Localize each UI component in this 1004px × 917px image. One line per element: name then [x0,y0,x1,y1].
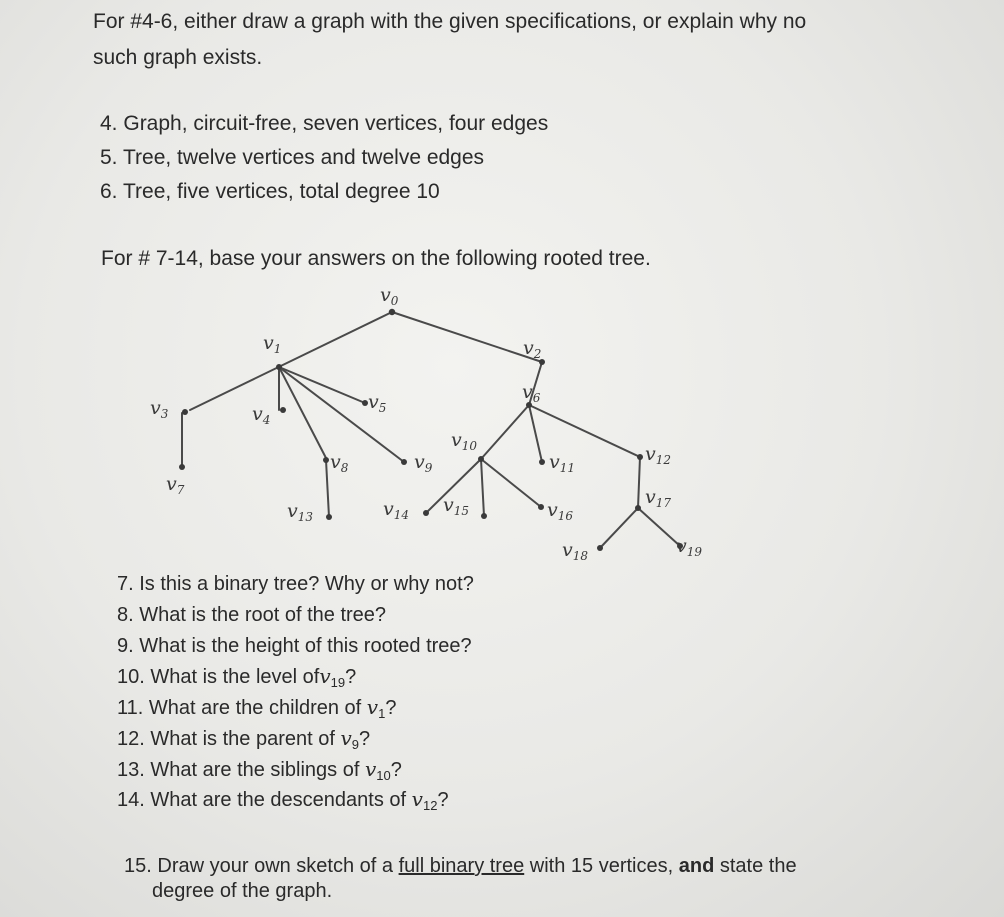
label-v4: $v_4$ [252,403,271,427]
question-11 [117,693,396,722]
label-v13: $v_{13}$ [287,500,314,524]
question-text: What are the descendants of [150,789,407,811]
label-v6: $v_6$ [522,381,541,405]
vertex-subscript: 1 [378,706,386,721]
edge-v1-v8 [279,367,326,458]
vertex-var: v [411,787,423,811]
question-text: What is the level of [150,666,320,688]
label-v3: $v_3$ [150,397,169,421]
label-v18: $v_{18}$ [562,539,589,563]
question-text: What are the children of [148,697,362,719]
vertex-v8 [323,457,329,463]
vertex-v10 [478,456,484,462]
vertex-v13 [326,514,332,520]
question-number: 12. [117,728,145,750]
vertex-subscript: 12 [422,798,438,813]
vertex-v14 [423,510,429,516]
question-mark: ? [385,697,397,719]
vertex-v1 [276,364,282,370]
label-v16: $v_{16}$ [547,499,574,523]
question-12 [117,724,370,753]
question-text: What is the root of the tree? [139,604,387,626]
edge-v10-v15 [481,459,484,516]
question-number: 11. [117,697,144,719]
problem-15-pre: Draw your own sketch of a [157,855,394,877]
question-number: 7. [117,573,134,595]
edge-v1-v5 [279,367,365,403]
label-v15: $v_{15}$ [443,494,470,518]
question-mark: ? [437,789,449,811]
edge-v6-v10 [481,405,529,459]
vertex-subscript: 10 [376,768,391,783]
question-number: 14. [117,789,145,811]
label-v19: $v_{19}$ [676,535,703,559]
label-v5: $v_5$ [368,391,387,415]
question-9 [117,632,472,660]
question-text: What is the height of this rooted tree? [139,635,472,657]
vertex-subscript: 19 [330,675,346,690]
vertex-v17 [635,505,641,511]
vertex-v7 [179,464,185,470]
intro-7-14: For # 7-14, base your answers on the following rooted tree. [101,247,651,270]
vertex-v9 [401,459,407,465]
problem-15-bold: and [678,855,715,877]
question-14 [117,785,449,814]
intro-4-6-line1: For #4-6, either draw a graph with the given specifications, or explain why no [93,10,807,33]
vertex-var: v [319,664,331,688]
vertex-v3 [182,409,188,415]
question-number: 8. [117,604,134,626]
question-7 [117,570,474,598]
label-v8: $v_8$ [330,451,349,475]
edge-v17-v19 [638,508,680,546]
label-v1: $v_1$ [263,332,282,356]
question-8 [117,601,386,629]
question-mark: ? [390,759,402,781]
question-13 [117,755,402,784]
vertex-subscript: 9 [351,737,360,752]
vertex-v11 [539,459,545,465]
edge-v8-v13 [326,460,329,517]
problem-text: Graph, circuit-free, seven vertices, four edges [123,112,549,135]
edge-v6-v11 [529,405,542,462]
label-v14: $v_{14}$ [383,498,410,522]
edge-v12-v17 [638,457,640,508]
question-10 [117,662,356,691]
problem-text: Tree, twelve vertices and twelve edges [122,146,485,169]
problem-15-underlined: full binary tree [398,855,525,877]
edge-v6-v12 [529,405,640,457]
question-text: Is this a binary tree? Why or why not? [139,573,474,595]
vertex-v15 [481,513,487,519]
question-mark: ? [359,728,371,750]
vertex-v4 [280,407,286,413]
problem-number: 6. [100,180,118,203]
vertex-v12 [637,454,643,460]
question-mark: ? [345,666,357,688]
question-text: What are the siblings of [150,759,360,781]
label-v2: $v_2$ [523,337,542,361]
problem-15-post: state the [719,855,797,877]
problem-15-mid: with 15 vertices, [529,855,674,877]
vertex-var: v [340,726,352,750]
problem-number: 5. [100,146,118,169]
problem-15-line1 [124,852,797,880]
label-v12: $v_{12}$ [645,443,672,467]
label-v9: $v_9$ [414,451,433,475]
label-v11: $v_{11}$ [549,451,576,475]
label-v17: $v_{17}$ [645,486,672,510]
intro-4-6-line2: such graph exists. [93,46,263,69]
problem-number: 15. [124,855,152,877]
problem-number: 4. [100,112,118,135]
edge-v0-v1 [190,312,392,410]
label-v0: $v_0$ [380,284,399,308]
edge-v17-v18 [600,508,638,548]
vertex-var: v [364,757,377,781]
problem-15-line2: degree of the graph. [152,880,333,902]
question-number: 10. [117,666,145,688]
question-number: 9. [117,635,134,657]
vertex-var: v [366,695,379,719]
vertex-v16 [538,504,544,510]
label-v10: $v_{10}$ [451,429,478,453]
problem-text: Tree, five vertices, total degree 10 [122,180,440,203]
vertex-v0 [389,309,395,315]
label-v7: $v_7$ [166,473,185,497]
edge-v10-v16 [481,459,541,507]
question-text: What is the parent of [150,728,335,750]
edge-v0-v2 [392,312,542,362]
vertex-v18 [597,545,603,551]
question-number: 13. [117,759,145,781]
